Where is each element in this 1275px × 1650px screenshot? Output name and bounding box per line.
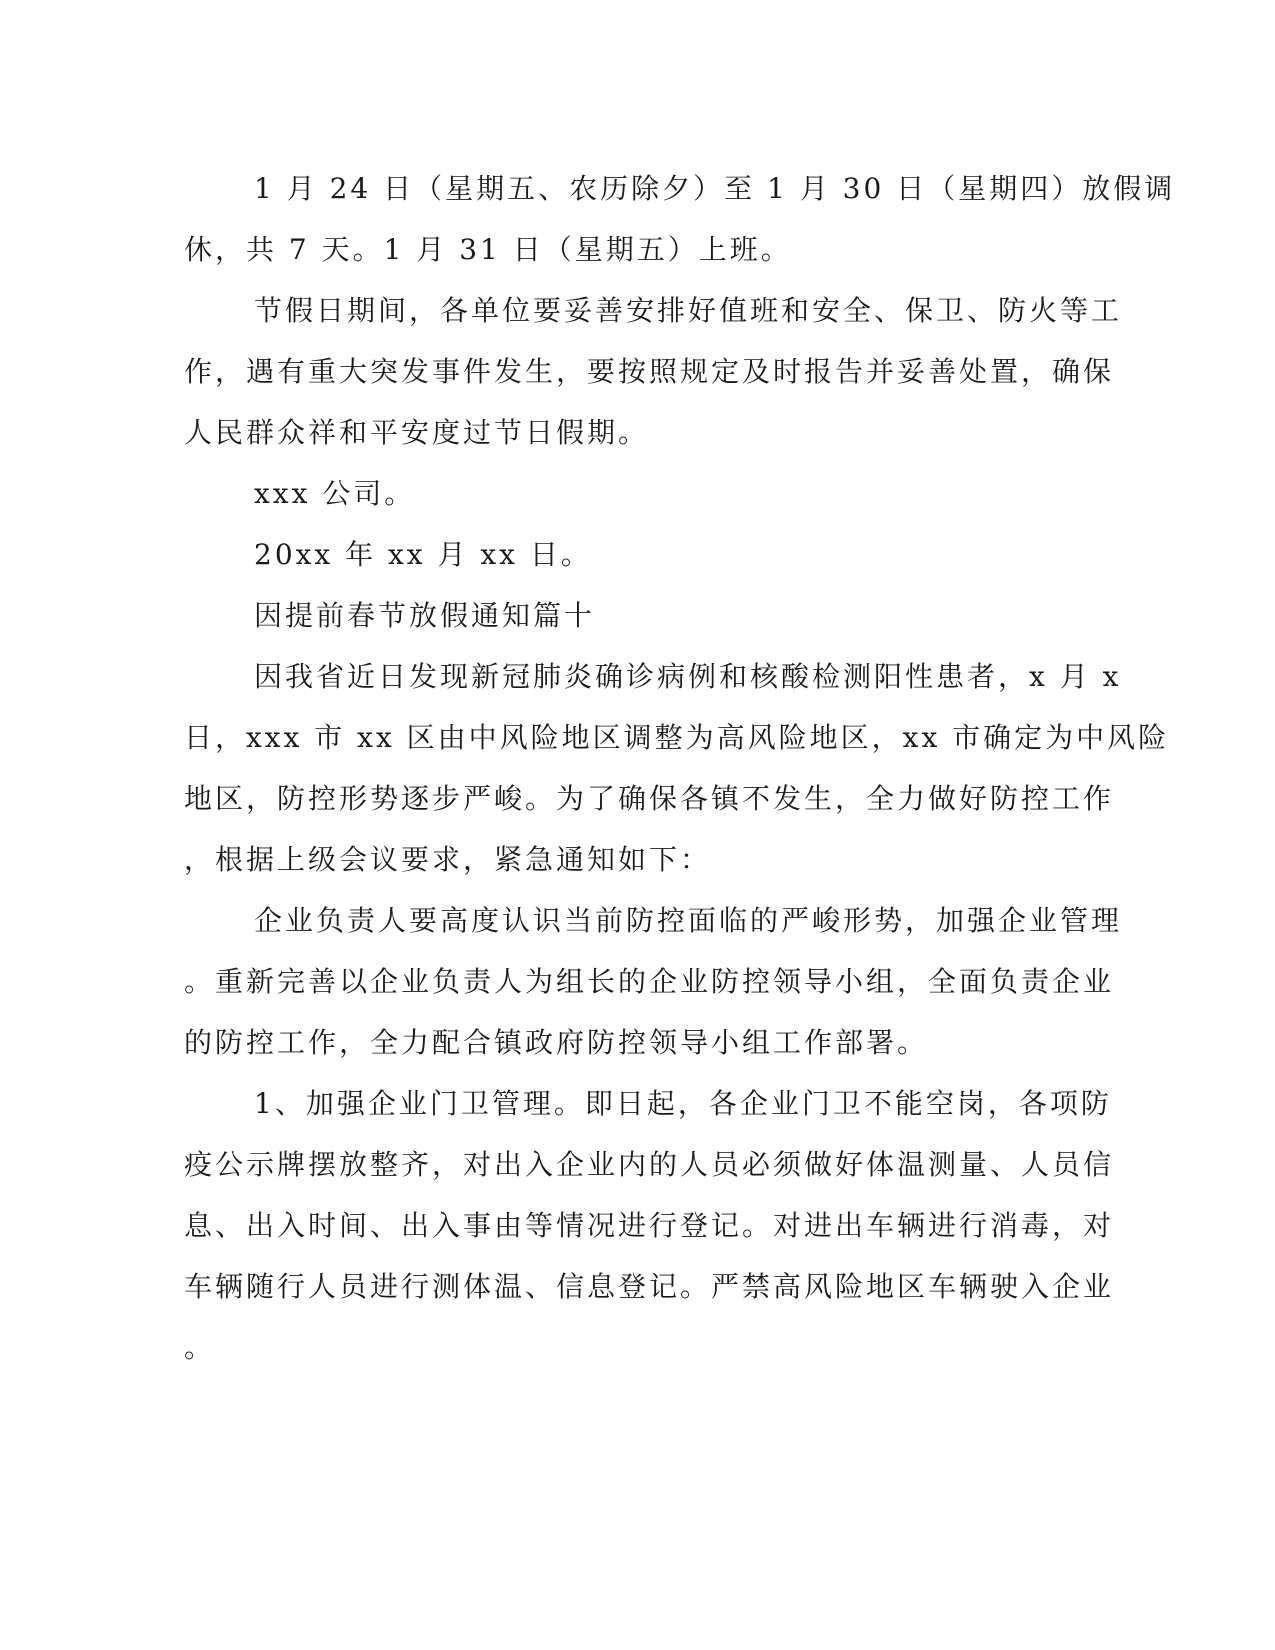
paragraph (184, 585, 1034, 646)
paragraph (184, 890, 1123, 1073)
text-line: 节假日期间，各单位要妥善安排好值班和安全、保卫、防火等工 (254, 294, 1123, 327)
document-body (184, 158, 1176, 1378)
text-line: 。 (184, 1331, 216, 1364)
text-line: 因提前春节放假通知篇十 (254, 599, 596, 632)
text-line: 的防控工作，全力配合镇政府防控领导小组工作部署。 (184, 1026, 929, 1059)
text-line: 疫公示牌摆放整齐，对出入企业内的人员必须做好体温测量、人员信 (184, 1148, 1115, 1181)
paragraph (184, 280, 1123, 463)
text-line: 人民群众祥和平安度过节日假期。 (184, 416, 650, 449)
text-line: 日，xxx 市 xx 区由中风险地区调整为高风险地区，xx 市确定为中风险 (184, 721, 1170, 754)
text-line: xxx 公司。 (254, 477, 416, 510)
text-line: ，根据上级会议要求，紧急通知如下： (184, 843, 712, 876)
text-line: 作，遇有重大突发事件发生，要按照规定及时报告并妥善处置，确保 (184, 355, 1115, 388)
text-line: 企业负责人要高度认识当前防控面临的严峻形势，加强企业管理 (254, 904, 1123, 937)
paragraph (184, 646, 1170, 890)
text-line: 地区，防控形势逐步严峻。为了确保各镇不发生，全力做好防控工作 (184, 782, 1115, 815)
text-line: 因我省近日发现新冠肺炎确诊病例和核酸检测阳性患者，x 月 x (254, 660, 1122, 693)
text-line: 息、出入时间、出入事由等情况进行登记。对进出车辆进行消毒，对 (184, 1209, 1115, 1242)
paragraph (184, 158, 1176, 280)
text-line: 1、加强企业门卫管理。即日起，各企业门卫不能空岗，各项防 (254, 1087, 1112, 1120)
text-line: 休，共 7 天。1 月 31 日（星期五）上班。 (184, 233, 792, 266)
text-line: 车辆随行人员进行测体温、信息登记。严禁高风险地区车辆驶入企业 (184, 1270, 1115, 1303)
text-line: 。重新完善以企业负责人为组长的企业防控领导小组，全面负责企业 (184, 965, 1115, 998)
paragraph (184, 524, 1034, 585)
paragraph (184, 463, 1034, 524)
text-line: 20xx 年 xx 月 xx 日。 (254, 538, 592, 571)
text-line: 1 月 24 日（星期五、农历除夕）至 1 月 30 日（星期四）放假调 (254, 172, 1176, 205)
paragraph (184, 1073, 1115, 1378)
